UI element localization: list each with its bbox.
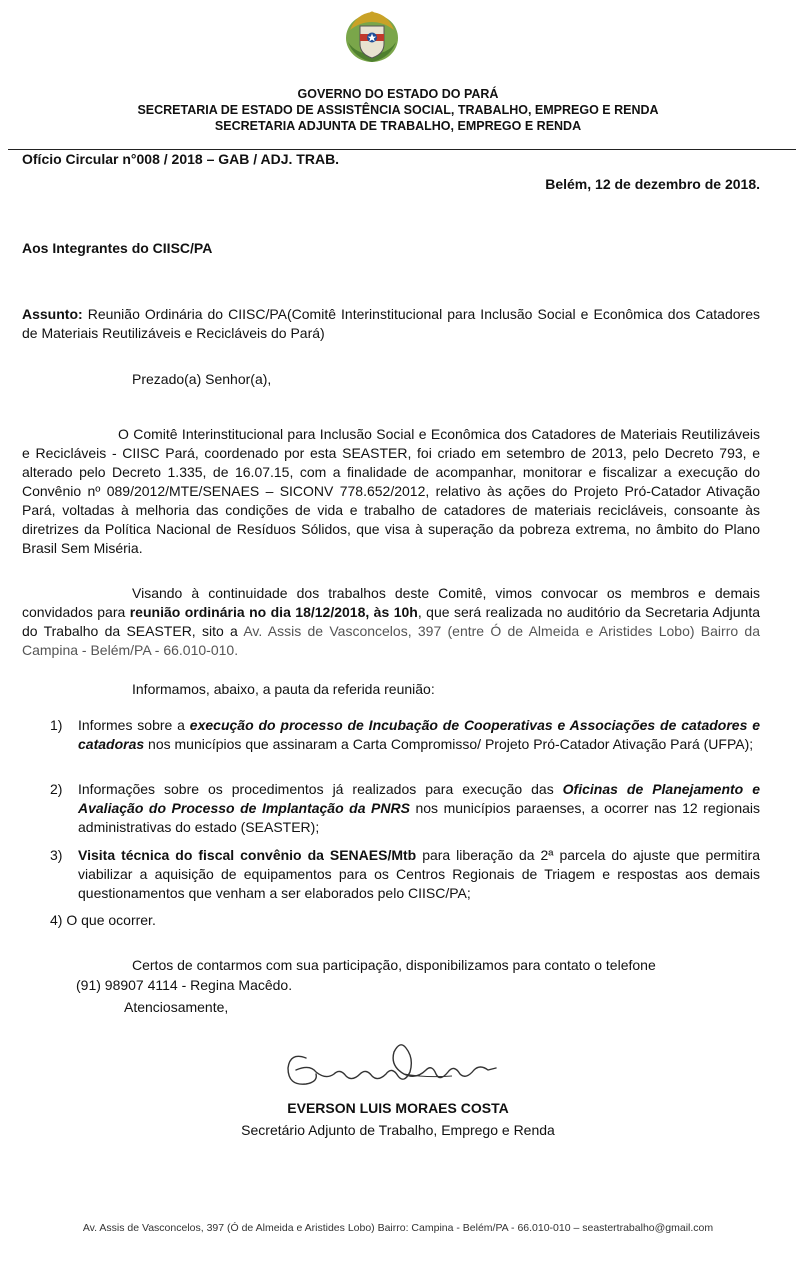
subject-text: Reunião Ordinária do CIISC/PA(Comitê Interinstitucional para Inclusão Social e Econômica dos Catadores de Materiais Reutilizáveis e Recicláveis do Pará) [22, 306, 760, 341]
greeting: Prezado(a) Senhor(a), [132, 371, 272, 387]
meeting-address: Av. Assis de Vasconcelos, 397 (entre Ó de Almeida e Aristides Lobo) Bairro da Campina - Belém/PA - 66.010-010. [22, 623, 760, 658]
paragraph-convocation [22, 584, 760, 660]
agenda-item [50, 846, 760, 903]
header-divider [8, 149, 796, 150]
contact-phone: (91) 98907 4114 - Regina Macêdo. [76, 977, 293, 993]
agenda-item-text: Informações sobre os procedimentos já realizados para execução das [78, 781, 563, 797]
convocation-text-1: Visando à continuidade dos trabalhos deste Comitê, vimos convocar os membros e demais convidados para [22, 585, 760, 620]
agenda-item [50, 716, 760, 754]
agenda-item-emphasis: Oficinas de Planejamento e Avaliação do Processo de Implantação da PNRS [78, 781, 760, 816]
agenda-item [50, 780, 760, 837]
agenda-item-text: nos municípios paraenses, a ocorrer nas 12 regionais administrativas do estado (SEASTER); [78, 800, 760, 835]
signatory-name: EVERSON LUIS MORAES COSTA [287, 1100, 509, 1116]
convocation-text-2: , que será realizada no auditório da Secretaria Adjunta do Trabalho da SEASTER, sito a [22, 604, 760, 639]
signatory-role: Secretário Adjunto de Trabalho, Emprego e Renda [241, 1122, 555, 1138]
header-line-adjunct-secretariat: SECRETARIA ADJUNTA DE TRABALHO, EMPREGO E RENDA [214, 119, 582, 133]
valediction: Atenciosamente, [124, 999, 229, 1015]
subject-label: Assunto: [22, 306, 83, 322]
header-line-secretariat: SECRETARIA DE ESTADO DE ASSISTÊNCIA SOCIAL, TRABALHO, EMPREGO E RENDA [137, 103, 659, 117]
agenda-item-other: 4) O que ocorrer. [50, 912, 156, 928]
state-coat-of-arms-icon [344, 8, 400, 64]
agenda-item-number: 3) [50, 847, 63, 863]
meeting-date-highlight: reunião ordinária no dia 18/12/2018, às 10h [129, 604, 418, 620]
agenda-item-text: Informes sobre a [78, 717, 190, 733]
document-date: Belém, 12 de dezembro de 2018. [545, 176, 760, 192]
closing-line: Certos de contarmos com sua participação, disponibilizamos para contato o telefone [132, 957, 656, 973]
addressee: Aos Integrantes do CIISC/PA [22, 240, 213, 256]
header-line-government: GOVERNO DO ESTADO DO PARÁ [297, 87, 499, 101]
handwritten-signature [276, 1030, 506, 1100]
agenda-item-text: para liberação da 2ª parcela do ajuste que permitira viabilizar a aquisição de equipamentos para os Centros Regionais de Triagem e respostas aos demais questionamentos que venham a ser elaborados pelo CIISC/PA; [78, 847, 761, 901]
agenda-item-number: 2) [50, 781, 63, 797]
agenda-item-number: 1) [50, 717, 63, 733]
document-reference: Ofício Circular n°008 / 2018 – GAB / ADJ. TRAB. [22, 151, 340, 167]
paragraph-committee-text: O Comitê Interinstitucional para Inclusão Social e Econômica dos Catadores de Materiais Reutilizáveis e Recicláveis - CIISC Pará, coordenado por esta SEASTER, foi criado em setembro de 2013, pelo Decreto 793, e alterado pelo Decreto 1.335, de 16.07.15, com a finalidade de acompanhar, monitorar e fiscalizar a execução do Convênio nº 089/2012/MTE/SENAES – SICONV 778.652/2012, relativo às ações do Projeto Pró-Catador Ativação Pará, voltadas à melhoria das condições de vida e trabalho de catadores de materiais recicláveis, consoante às diretrizes da Política Nacional de Resíduos Sólidos, que visa à superação da pobreza extrema, no âmbito do Plano Brasil Sem Miséria. [22, 426, 760, 556]
subject [22, 305, 760, 343]
agenda-item-emphasis: execução do processo de Incubação de Cooperativas e Associações de catadores e catadoras [78, 717, 760, 752]
footer-address: Av. Assis de Vasconcelos, 397 (Ó de Almeida e Aristides Lobo) Bairro: Campina - Belém/PA - 66.010-010 – seastertrabalho@gmail.com [82, 1222, 714, 1234]
paragraph-committee [22, 425, 760, 558]
agenda-item-text: nos municípios que assinaram a Carta Compromisso/ Projeto Pró-Catador Ativação Pará (UFPA); [144, 736, 754, 752]
agenda-intro: Informamos, abaixo, a pauta da referida reunião: [132, 681, 435, 697]
agenda-item-emphasis: Visita técnica do fiscal convênio da SENAES/Mtb [78, 847, 417, 863]
